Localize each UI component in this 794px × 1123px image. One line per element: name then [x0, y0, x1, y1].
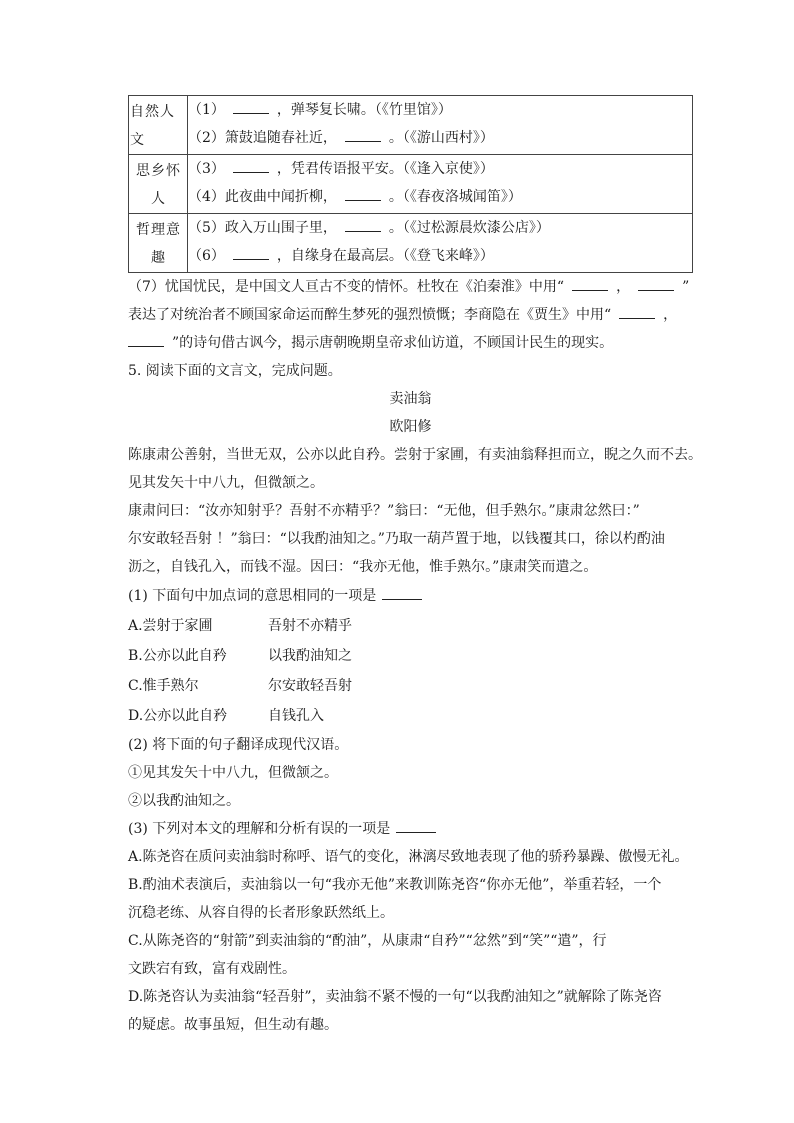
lines-cell [188, 96, 693, 155]
q7-text: ， [663, 307, 678, 323]
stem-text: (1) 下面句中加点词的意思相同的一项是 [128, 588, 377, 604]
q7-text: （7）忧国忧民，是中国文人亘古不变的情怀。杜牧在《泊秦淮》中用“ [128, 279, 565, 295]
answer-blank[interactable] [345, 184, 381, 201]
category-label: 哲理意 [136, 222, 181, 238]
q7-text: ”的诗句借古讽今，揭示唐朝晚期皇帝求仙访道，不顾国计民生的现实。 [172, 335, 614, 351]
passage-line: 康肃问曰：“汝亦知射乎？吾射不亦精乎？”翁曰：“无他，但手熟尔。”康肃忿然曰：” [128, 503, 640, 519]
category-cell [129, 155, 188, 214]
option-a-text: C.惟手熟尔 [128, 678, 199, 694]
fill-line [188, 242, 692, 270]
answer-blank[interactable] [233, 156, 269, 173]
passage-title: 卖油翁 [389, 391, 432, 407]
line-text: ，凭君传语报平安。（《逢入京使》） [276, 161, 494, 177]
fill-line [188, 183, 692, 211]
item-number: （4） [188, 189, 225, 205]
q7-line [128, 273, 693, 301]
q7-line [128, 329, 693, 357]
category-label: 文 [130, 132, 145, 148]
option-b-text: 尔安敢轻吾射 [268, 678, 352, 694]
answer-blank[interactable] [345, 215, 381, 232]
answer-blank[interactable] [128, 330, 164, 347]
option-b-text: 自钱孔入 [268, 708, 324, 724]
fill-line [188, 214, 692, 242]
line-text: 箫鼓追随春社近， [224, 130, 337, 146]
category-label: 自然人 [130, 104, 175, 120]
translation-sentence: ①见其发矢十中八九，但微颔之。 [128, 765, 338, 781]
passage-author: 欧阳修 [389, 419, 432, 435]
passage-line: 见其发矢十中八九，但微颔之。 [128, 475, 324, 491]
lines-cell [188, 155, 693, 214]
option-line-cont: 的疑虑。故事虽短，但生动有趣。 [128, 1017, 338, 1033]
question-7 [128, 273, 693, 357]
line-text: 此夜曲中闻折柳， [224, 189, 337, 205]
fill-line [188, 124, 692, 152]
option-row[interactable] [128, 671, 693, 701]
answer-blank[interactable] [233, 243, 269, 260]
option-a-text: B.公亦以此自矜 [128, 648, 227, 664]
subquestion-3-stem [128, 815, 693, 843]
answer-blank[interactable] [572, 274, 608, 291]
line-text: 。（《过松源晨炊漆公店》） [388, 220, 550, 236]
q7-text: ， [616, 279, 631, 295]
answer-blank[interactable] [396, 816, 436, 833]
option-line-cont: 沉稳老练、从容自得的长者形象跃然纸上。 [128, 905, 394, 921]
passage-line: 陈康肃公善射，当世无双，公亦以此自矜。尝射于家圃，有卖油翁释担而立，睨之久而不去。 [128, 447, 702, 463]
fill-line [188, 155, 692, 183]
item-number: （3） [188, 161, 225, 177]
question-5-stem: 5. 阅读下面的文言文，完成问题。 [128, 363, 342, 379]
item-number: （2） [188, 130, 225, 146]
poem-table [128, 95, 693, 273]
category-cell [129, 214, 188, 273]
q7-text: 表达了对统治者不顾国家命运而醉生梦死的强烈愤慨；李商隐在《贾生》中用“ [128, 307, 612, 323]
category-label: 人 [151, 191, 166, 207]
option-a-text: A.尝射于家圃 [128, 618, 213, 634]
option-a-text: D.公亦以此自矜 [128, 708, 228, 724]
category-label: 趣 [151, 250, 166, 266]
table-row [129, 155, 693, 214]
line-text: ，弹琴复长啸。（《竹里馆》） [276, 102, 452, 118]
table-row [129, 96, 693, 155]
passage-line: 尔安敢轻吾射 ！”翁曰：“以我酌油知之。”乃取一葫芦置于地，以钱覆其口，徐以杓酌油 [128, 531, 665, 547]
option-line[interactable]: A.陈尧咨在质问卖油翁时称呼、语气的变化，淋漓尽致地表现了他的骄矜暴躁、傲慢无礼。 [128, 849, 689, 865]
item-number: （1） [188, 102, 225, 118]
option-line[interactable]: D.陈尧咨认为卖油翁“轻吾射”，卖油翁不紧不慢的一句“以我酌油知之”就解除了陈尧咨 [128, 989, 662, 1005]
q7-text: ” [682, 279, 690, 295]
option-row[interactable] [128, 701, 693, 731]
option-line[interactable]: B.酌油术表演后，卖油翁以一句“我亦无他”来教训陈尧咨“你亦无他”，举重若轻，一个 [128, 877, 662, 893]
item-number: （5） [188, 220, 225, 236]
answer-blank[interactable] [233, 97, 269, 114]
option-row[interactable] [128, 641, 693, 671]
line-text: 。（《游山西村》） [388, 130, 494, 146]
answer-blank[interactable] [382, 583, 422, 600]
item-number: （6） [188, 248, 225, 264]
option-line-cont: 文跌宕有致，富有戏剧性。 [128, 961, 296, 977]
q7-line [128, 301, 693, 329]
translation-sentence: ②以我酌油知之。 [128, 793, 240, 809]
fill-line [188, 96, 692, 124]
subquestion-2-stem: (2) 将下面的句子翻译成现代汉语。 [128, 737, 349, 753]
answer-blank[interactable] [638, 274, 674, 291]
line-text: 。（《春夜洛城闻笛》） [388, 189, 522, 205]
answer-blank[interactable] [345, 125, 381, 142]
document-page [128, 95, 702, 1039]
answer-blank[interactable] [619, 302, 655, 319]
option-b-text: 吾射不亦精乎 [268, 618, 352, 634]
line-text: ，自缘身在最高层。（《登飞来峰》） [276, 248, 494, 264]
subquestion-1-stem [128, 581, 693, 611]
option-row[interactable] [128, 611, 693, 641]
table-row [129, 214, 693, 273]
lines-cell [188, 214, 693, 273]
option-line[interactable]: C.从陈尧咨的“射箭”到卖油翁的“酌油”，从康肃“自矜”“忿然”到“笑”“遣”，行 [128, 933, 607, 949]
line-text: 政入万山围子里， [224, 220, 337, 236]
category-cell [129, 96, 188, 155]
category-label: 思乡怀 [136, 163, 181, 179]
option-b-text: 以我酌油知之 [268, 648, 352, 664]
passage-line: 沥之，自钱孔入，而钱不湿。因曰：“我亦无他，惟手熟尔。”康肃笑而遣之。 [128, 559, 598, 575]
stem-text: (3) 下列对本文的理解和分析有误的一项是 [128, 821, 391, 837]
